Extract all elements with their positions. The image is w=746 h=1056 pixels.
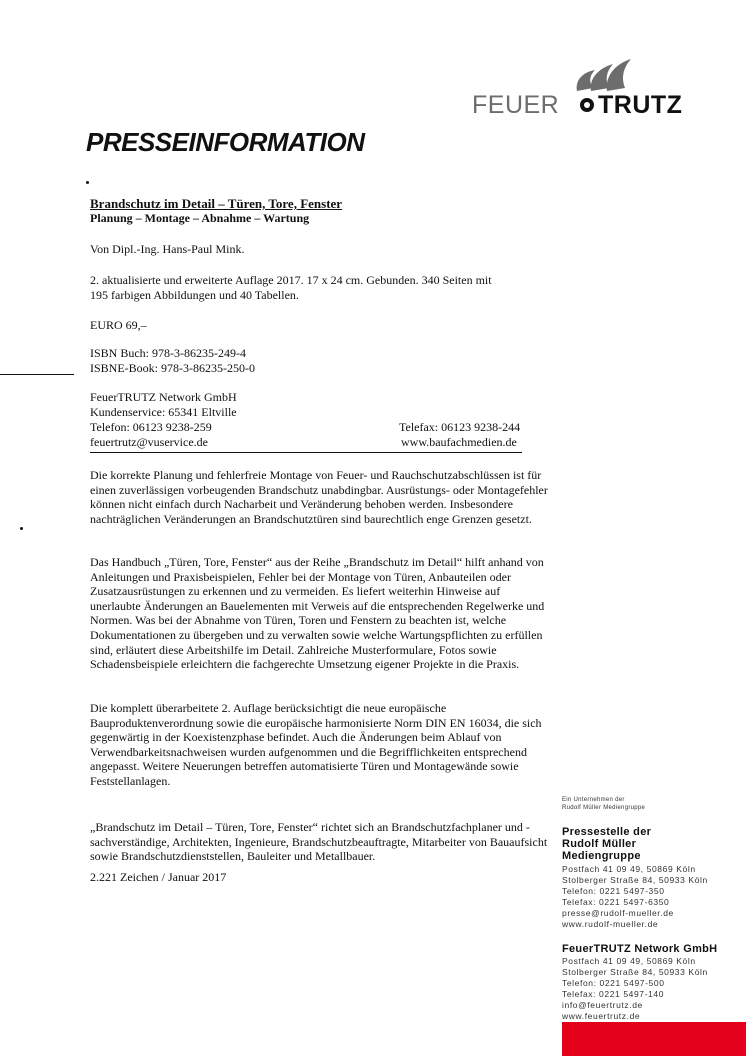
feuertrutz-logo: [470, 58, 705, 120]
body-paragraph-2: Das Handbuch „Türen, Tore, Fenster“ aus der Reihe „Brandschutz im Detail“ hilft anhand von Anleitungen und Praxisbeispielen, Fehler bei der Montage von Türen, Anbauteilen oder Zusatzausrüstungen zu erkennen und zu vermeiden. Es liefert weiterhin Hinweise auf unerlaubte Änderungen an Bauelementen mit Verweis auf die entsprechenden Regelwerke und Normen. Was bei der Abnahme von Türen, Toren und Fenstern zu beachten ist, welche Dokumentationen zu übergeben und zu verwalten sowie welche Wartungspflichten zu erfüllen sind, erläutert diese Arbeitshilfe im Detail. Zahlreiche Musterformulare, Fotos sowie Schadensbeispiele erleichtern die fachgerechte Umsetzung eigener Projekte in die Praxis.: [90, 555, 545, 672]
book-subtitle: Planung – Montage – Abnahme – Wartung: [90, 211, 310, 225]
flame-icon: [573, 58, 633, 92]
logo-dot-icon: [580, 98, 594, 112]
sidebar-rm-line: Telefax: 0221 5497-6350: [562, 897, 670, 907]
sidebar-rm-line: Stolberger Straße 84, 50933 Köln: [562, 875, 708, 885]
character-count: 2.221 Zeichen / Januar 2017: [90, 870, 227, 884]
contact-service: Kundenservice: 65341 Eltville: [90, 405, 237, 419]
sidebar-ft-email-link[interactable]: info@feuertrutz.de: [562, 1000, 643, 1010]
body-paragraph-4: „Brandschutz im Detail – Türen, Tore, Fenster“ richtet sich an Brandschutzfachplaner und -sachverständige, Architekten, Ingenieure, Brandschutzbeauftragte, Mitarbeiter von Bauaufsicht sowie Brandschutzdienststellen, Bauleiter und Metallbauer.: [90, 820, 548, 864]
contact-web-link[interactable]: www.baufachmedien.de: [401, 435, 517, 449]
sidebar-ft-line: Stolberger Straße 84, 50933 Köln: [562, 967, 708, 977]
book-title: Brandschutz im Detail – Türen, Tore, Fenster: [90, 196, 343, 211]
sidebar-rm-heading-2: Rudolf Müller: [562, 838, 637, 850]
sidebar-ft-line: Postfach 41 09 49, 50869 Köln: [562, 956, 696, 966]
contact-company: FeuerTRUTZ Network GmbH: [90, 390, 237, 404]
book-price: EURO 69,–: [90, 318, 147, 332]
logo-text-feuer: FEUER: [472, 91, 560, 119]
contact-fax: Telefax: 06123 9238-244: [399, 420, 521, 434]
logo-text-trutz: TRUTZ: [598, 91, 683, 119]
brand-accent-bar: [562, 1022, 746, 1056]
isbn-ebook: ISBNE-Book: 978-3-86235-250-0: [90, 361, 255, 375]
margin-rule: [0, 374, 74, 375]
sidebar-rm-line: Telefon: 0221 5497-350: [562, 886, 665, 896]
body-paragraph-3: Die komplett überarbeitete 2. Auflage berücksichtigt die neue europäische Bauproduktenverordnung sowie die europäische harmonisierte Norm DIN EN 16034, die sich gegenwärtig in der Koexistenzphase befindet. Auch die Änderungen beim Ablauf von Verwendbarkeitsnachweisen wurden aufgenommen und die Begrifflichkeiten entsprechend angepasst. Weitere Neuerungen betreffen automatisierte Türen und Montagewände sowie Feststellanlagen.: [90, 701, 542, 788]
bullet-dot: [20, 527, 23, 530]
sidebar-rm-line: Postfach 41 09 49, 50869 Köln: [562, 864, 696, 874]
sidebar-rm-heading-3: Mediengruppe: [562, 850, 641, 862]
sidebar-ft-line: Telefon: 0221 5497-500: [562, 978, 665, 988]
isbn-book: ISBN Buch: 978-3-86235-249-4: [90, 346, 246, 360]
book-edition-line-2: 195 farbigen Abbildungen und 40 Tabellen.: [90, 288, 299, 302]
sidebar-rm-email-link[interactable]: presse@rudolf-mueller.de: [562, 908, 674, 918]
book-author: Von Dipl.-Ing. Hans-Paul Mink.: [90, 242, 245, 256]
body-paragraph-1: Die korrekte Planung und fehlerfreie Montage von Feuer- und Rauchschutzabschlüssen ist für einen zuverlässigen vorbeugenden Brandschutz unabdingbar. Ausrüstungs- oder Montagefehler können nicht einfach durch Nacharbeit und Veränderung behoben werden. Insbesondere nachträglichen Veränderungen an Brandschutztüren sind baurechtlich enge Grenzen gesetzt.: [90, 468, 548, 526]
page-title: PRESSEINFORMATION: [86, 127, 365, 157]
contact-email-link[interactable]: feuertrutz@vuservice.de: [90, 435, 208, 449]
sidebar-ft-heading: FeuerTRUTZ Network GmbH: [562, 943, 718, 955]
sidebar-parent-label: Ein Unternehmen der: [562, 797, 625, 803]
sidebar-ft-line: Telefax: 0221 5497-140: [562, 989, 665, 999]
contact-underline: [90, 452, 522, 453]
contact-phone: Telefon: 06123 9238-259: [90, 420, 212, 434]
sidebar-ft-web-link[interactable]: www.feuertrutz.de: [562, 1011, 641, 1021]
bullet-dot: [86, 181, 89, 184]
sidebar-rm-heading-1: Pressestelle der: [562, 826, 652, 838]
sidebar-parent-name: Rudolf Müller Mediengruppe: [562, 805, 646, 811]
sidebar-rm-web-link[interactable]: www.rudolf-mueller.de: [562, 919, 659, 929]
book-edition-line-1: 2. aktualisierte und erweiterte Auflage 2017. 17 x 24 cm. Gebunden. 340 Seiten mit: [90, 273, 492, 287]
